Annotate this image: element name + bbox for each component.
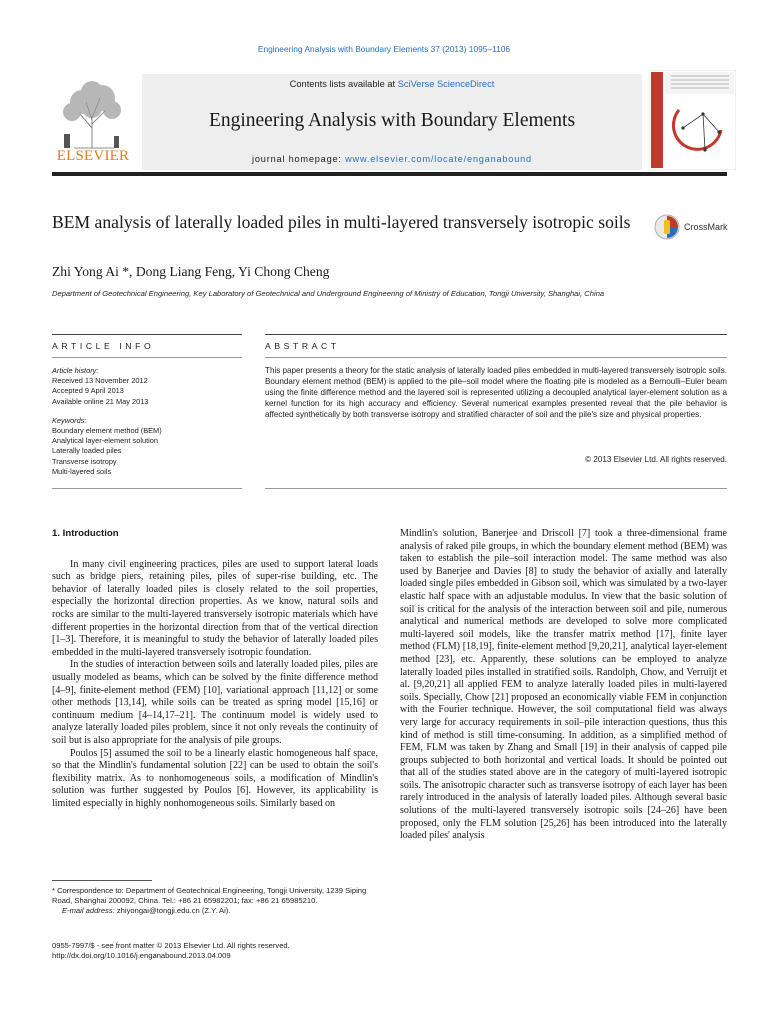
keywords-block [52,416,242,477]
keywords-label: Keywords: [52,415,87,425]
history-received: Received 13 November 2012 [52,376,148,386]
email-line [52,906,378,916]
history-online: Available online 21 May 2013 [52,396,149,406]
crossmark-label: CrossMark [684,222,728,232]
journal-header-box [142,74,642,170]
abstract-heading-rule [265,357,727,358]
crossmark-icon [654,212,680,242]
info-top-rule [52,334,242,335]
homepage-prefix: journal homepage: [252,154,346,164]
contents-line [142,79,642,89]
journal-cover-thumbnail-icon [649,70,736,170]
body-left-column [52,528,378,810]
info-heading-rule [52,357,242,358]
masthead [52,70,736,170]
history-accepted: Accepted 9 April 2013 [52,386,124,396]
keyword: Transverse isotropy [52,456,117,466]
abstract-text: This paper presents a theory for the static analysis of laterally loaded piles embedded in multi-layered transversely isotropic soils. Boundary element method (BEM) is applied to the pile–soil model where the floating pile is modeled as a Bernoulli–Euler beam using the finite difference method and the layered soil is represented utilizing a decoupled analytical layer-element solution as a kernel function for its high accuracy and efficiency. Several numerical examples presented reveal that the pile behavior is affected synthetically by both transverse isotropy and stratified character of soil and the pile's size and physical properties. [265,366,728,419]
body-paragraph: Poulos [5] assumed the soil to be a linearly elastic homogeneous half space, so that the Mindlin's fundamental solution [22] can be used to obtain the soil's flexibility matrix. As to nonhomogeneous soils, a modification of Mindlin's solution was further suggested by Poulos [6]. However, its applicability is limited especially in highly nonhomogeneous soils. Similarly based on [52,747,378,809]
keyword: Boundary element method (BEM) [52,426,162,436]
author-list: Zhi Yong Ai *, Dong Liang Feng, Yi Chong Cheng [52,264,330,279]
homepage-line [142,154,642,164]
keyword: Multi-layered soils [52,466,112,476]
journal-citation[interactable]: Engineering Analysis with Boundary Elements 37 (2013) 1095–1106 [257,44,511,54]
keyword: Laterally loaded piles [52,446,122,456]
abstract-heading: ABSTRACT [265,341,340,351]
keyword: Analytical layer-element solution [52,436,158,446]
sciencedirect-link[interactable]: SciVerse ScienceDirect [397,79,495,89]
abstract-top-rule [265,334,727,335]
doi-link[interactable]: http://dx.doi.org/10.1016/j.enganabound.2013.04.009 [52,951,231,961]
email-address[interactable]: zhiyongai@tongji.edu.cn (Z.Y. Ai). [116,906,231,916]
section-heading: 1. Introduction [52,528,119,539]
correspondence-note: * Correspondence to: Department of Geotechnical Engineering, Tongji University, 1239 Siping Road, Shanghai 200092, China. Tel.: +86 21 65982201; fax: +86 21 65985210. [52,886,367,906]
footnote-rule [52,880,152,881]
crossmark-badge[interactable] [654,212,734,242]
footnote [52,886,378,917]
contents-prefix: Contents lists available at [289,79,398,89]
article-info-heading: ARTICLE INFO [52,341,155,351]
body-paragraph: Mindlin's solution, Banerjee and Driscoll [7] took a three-dimensional frame analysis of raked pile groups, in which the boundary element method (BEM) was taken to establish the pile–soil interaction model. The same method was also used by Banerjee and Davies [8] to study the behavior of axially and laterally loaded single piles embedded in Gibson soil, which was simulated by a two-layer elastic half space with an adjustable modulus. In view that the basic solution of soil is critical for the analysis of the interaction between soil and pile, numerous analytical and numerical methods are developed to solve more complicated multi-layered soil models, like the transfer matrix method [17], finite layer method (FLM) [18,19], finite-element method [9,20,21], analytical layer-element method [23], etc. Apparently, these solutions can be employed to analyze laterally loaded piles installed in stratified soils. Randolph, Chow, and Verruijt et al. [9,20,21] all applied FEM to analyze laterally loaded piles in multi-layered soils. Specially, Chow [21] proposed an economically viable FEM in conjunction with the Fourier technique. However, the soil computational field was always very large for accuracy requirements in soil–pile interaction questions, thus this kind of method is still time-consuming. In addition, as a simplified method of FEM, FLM was taken by Zhang and Small [19] in their analysis of capped pile groups subjected to both horizontal and vertical loads. It should be pointed out that all of the studies stated above are in the category of multi-layered isotropic soils. The anisotropic character such as transverse isotropy of each layer has been rarely introduced in the analysis of laterally loaded piles. Although several basic solutions of the multi-layered transversely isotropic soils [24–26] have been proposed, only the FLM solution [25,26] has been introduced into the laterally loaded piles' analysis [400,528,727,842]
abstract-copyright: © 2013 Elsevier Ltd. All rights reserved. [585,455,727,464]
homepage-link[interactable]: www.elsevier.com/locate/enganabound [345,154,532,164]
info-bottom-rule [52,488,242,489]
publisher-wordmark: ELSEVIER [56,148,130,164]
body-paragraph: In the studies of interaction between soils and laterally loaded piles, piles are usually modeled as beams, which can be solved by the finite difference method [4–9], finite-element method (FEM) [10], variational approach [11,12] or some other methods [13,14], while soils can be treated as spring model [15,16] or continuum medium [4–14,17–21]. The continuum model is widely used to analyze laterally loaded piles problem, since it not only reveals the continuity of soil but is also appropriate for the analysis of pile groups. [52,659,378,746]
abstract-bottom-rule [265,488,727,489]
body-paragraph: In many civil engineering practices, piles are used to support lateral loads such as bridge piers, retaining piles, piles of super-rise building, etc. The behavior of laterally loaded piles is closely related to the soil properties, especially the horizontal direction properties. As we know, natural soils and rocks are similar to the multi-layered transversely isotropic materials which have different properties in the horizontal direction from that of the vertical direction [1–3]. Therefore, it is meaningful to study the behavior of laterally loaded piles embedded in the multi-layered transversely isotropic foundation. [52,558,378,658]
article-title: BEM analysis of laterally loaded piles in multi-layered transversely isotropic soils [52,212,631,232]
body-right-column [400,528,727,843]
issn-line: 0955-7997/$ - see front matter © 2013 Elsevier Ltd. All rights reserved. [52,941,290,950]
journal-title: Engineering Analysis with Boundary Elements [208,110,576,131]
article-info-body [52,366,242,477]
front-matter [52,941,378,961]
affiliation: Department of Geotechnical Engineering, Key Laboratory of Geotechnical and Underground Engineering of Ministry of Education, Tongji University, Shanghai, China [52,289,605,298]
email-label: E-mail address: [62,906,117,916]
masthead-divider [52,172,727,176]
history-label: Article history: [52,366,99,375]
